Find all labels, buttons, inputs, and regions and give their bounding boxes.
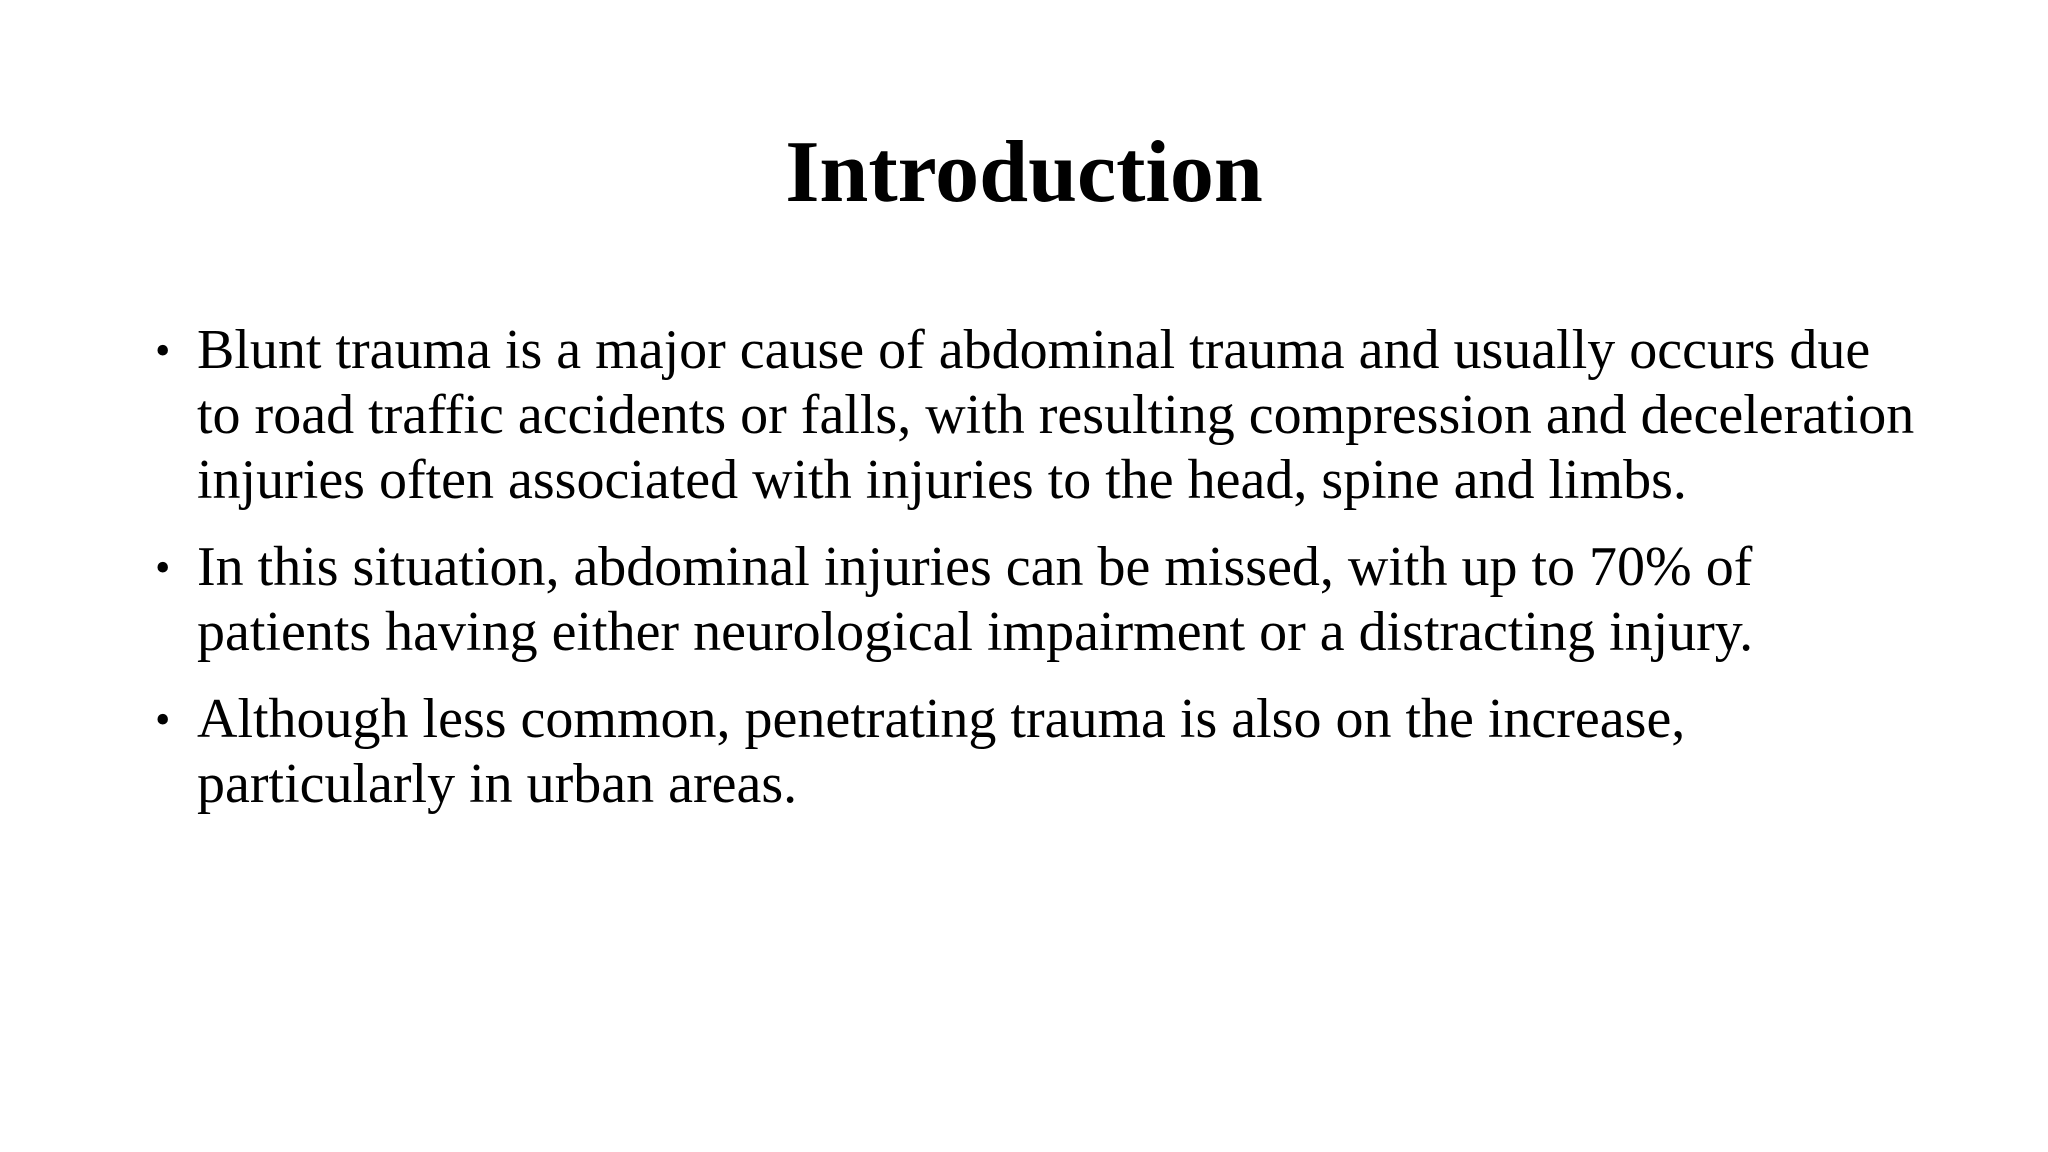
bullet-marker: • bbox=[155, 695, 171, 744]
bullet-text: Blunt trauma is a major cause of abdominal trauma and usually occurs due to road traffic accidents or falls, with resulting compression and deceleration injuries often associated with injuries to the head, spine and limbs. bbox=[197, 319, 1915, 511]
bullet-list bbox=[155, 318, 1915, 839]
bullet-item bbox=[155, 687, 1915, 817]
bullet-item bbox=[155, 535, 1915, 665]
slide-title: Introduction bbox=[785, 124, 1263, 221]
bullet-item bbox=[155, 318, 1915, 513]
bullet-marker: • bbox=[155, 326, 171, 375]
bullet-text: Although less common, penetrating trauma is also on the increase, particularly in urban areas. bbox=[197, 688, 1686, 815]
bullet-marker: • bbox=[155, 543, 171, 592]
bullet-text: In this situation, abdominal injuries can be missed, with up to 70% of patients having either neurological impairment or a distracting injury. bbox=[197, 536, 1754, 663]
